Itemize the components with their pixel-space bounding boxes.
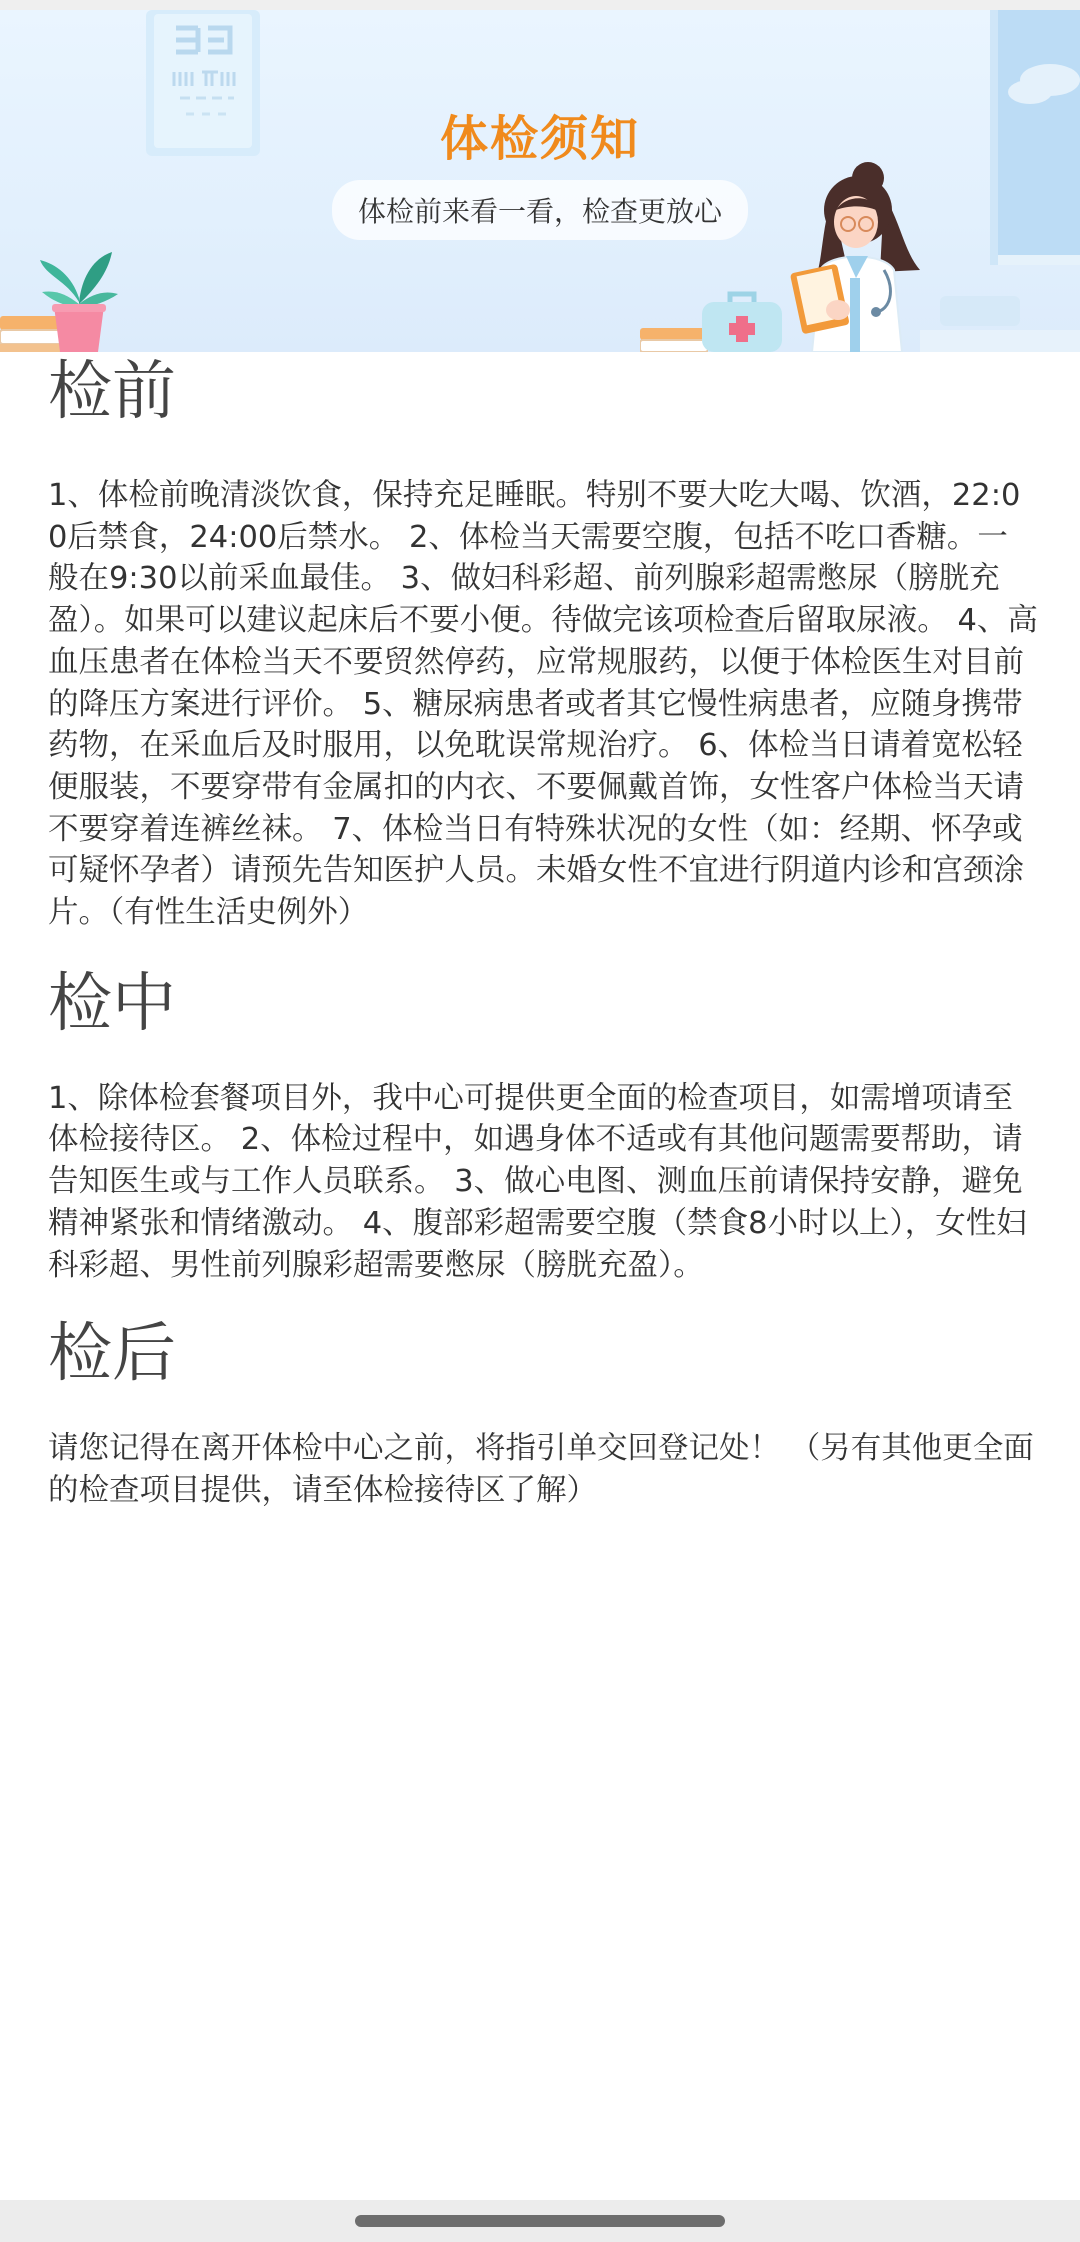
section-heading: 检前 [48,355,176,429]
book-stack-icon [640,328,708,352]
system-navigation-bar [0,2200,1080,2242]
section-during-exam [48,962,1038,1287]
section-before-exam [48,350,1038,934]
section-body: 请您记得在离开体检中心之前，将指引单交回登记处！ （另有其他更全面的检查项目提供，请至体检接待区了解） [48,1431,1034,1508]
potted-plant-icon [36,250,122,352]
section-after-exam [48,1312,1038,1511]
section-body: 1、除体检套餐项目外，我中心可提供更全面的检查项目，如需增项请至体检接待区。 2、体检过程中，如遇身体不适或有其他问题需要帮助，请告知医生或与工作人员联系。 3、做心电图、测血压前请保持安静，避免精神紧张和情绪激动。 4、腹部彩超需要空腹（禁食8小时以上），女性妇科彩超、男性前列腺彩超需要憋尿（膀胱充盈）。 [48,1080,1027,1283]
doctor-illustration [780,160,930,352]
header-banner [0,10,1080,352]
desk-illustration [920,296,1080,352]
section-heading: 检后 [48,1317,176,1392]
page-title: 体检须知 [439,111,640,167]
section-body: 1、体检前晚清淡饮食，保持充足睡眠。特别不要大吃大喝、饮酒，22:00后禁食，24:00后禁水。 2、体检当天需要空腹，包括不吃口香糖。一般在9:30以前采血最佳。 3、做妇科彩超、前列腺彩超需憋尿（膀胱充盈）。如果可以建议起床后不要小便。待做完该项检查后留取尿液。 4、高血压患者在体检当天不要贸然停药，应常规服药，以便于体检医生对目前的降压方案进行评价。 5、糖尿病患者或者其它慢性病患者，应随身携带药物，在采血后及时服用，以免耽误常规治疗。 6、体检当日请着宽松轻便服装，不要穿带有金属扣的内衣、不要佩戴首饰，女性客户体检当天请不要穿着连裤丝袜。 7、体检当日有特殊状况的女性（如：经期、怀孕或可疑怀孕者）请预先告知医护人员。未婚女性不宜进行阴道内诊和宫颈涂片。（有性生活史例外） [48,478,1038,931]
status-bar [0,0,1080,10]
medical-kit-icon [700,288,784,352]
home-indicator[interactable] [355,2215,725,2227]
section-heading: 检中 [48,966,176,1041]
content-area [48,350,1038,1512]
page-subtitle: 体检前来看一看，检查更放心 [332,180,748,240]
